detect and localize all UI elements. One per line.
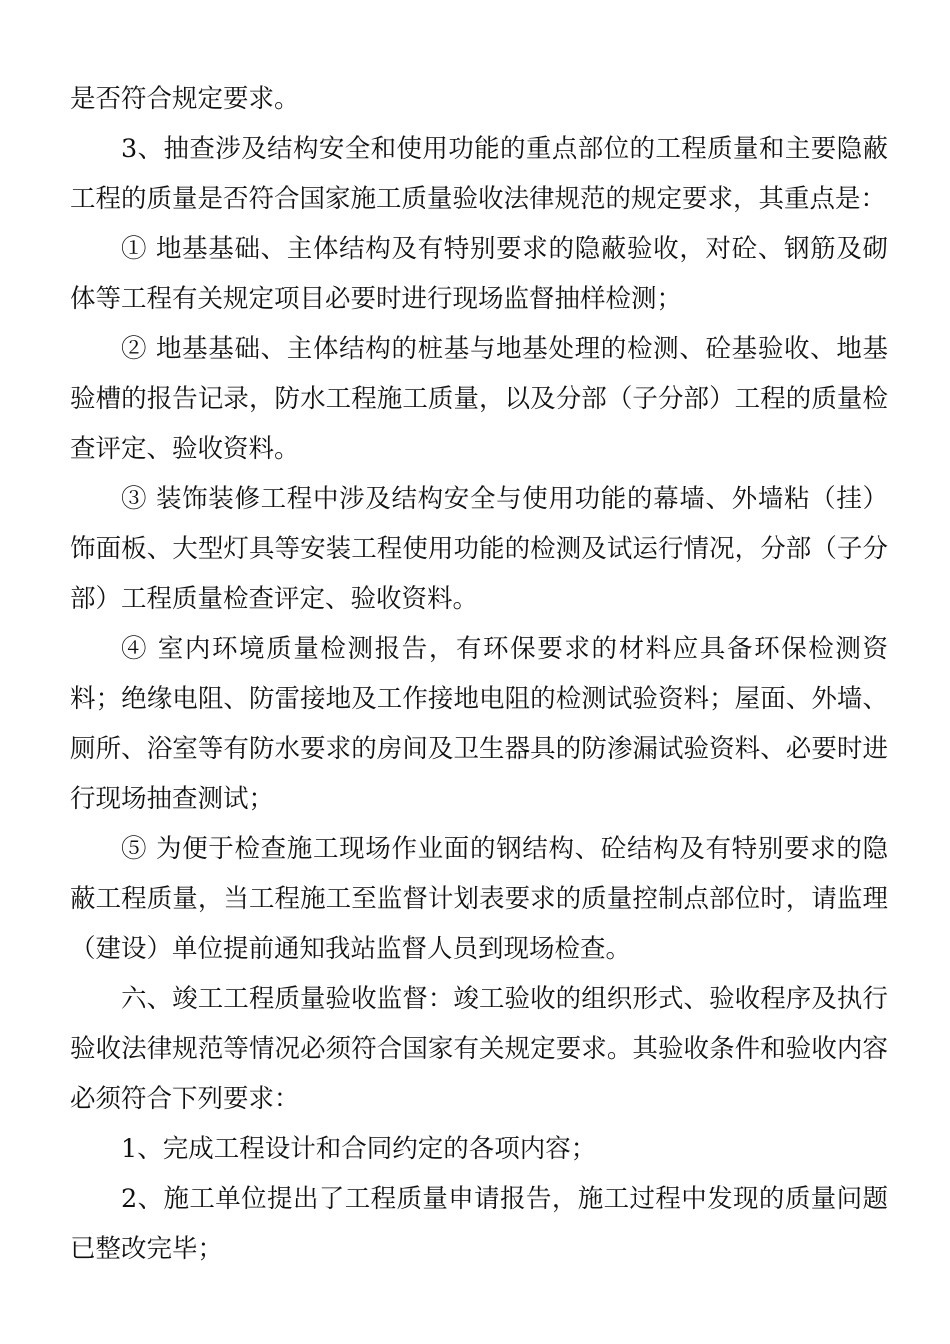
paragraph-item-3: 3、抽查涉及结构安全和使用功能的重点部位的工程质量和主要隐蔽工程的质量是否符合国家施工质量验收法律规范的规定要求，其重点是：	[70, 134, 888, 214]
paragraph-point-2: ② 地基基础、主体结构的桩基与地基处理的检测、砼基验收、地基验槽的报告记录，防水工程施工质量，以及分部（子分部）工程的质量检查评定、验收资料。	[70, 334, 888, 464]
paragraph-requirement-2: 2、施工单位提出了工程质量申请报告，施工过程中发现的质量问题已整改完毕；	[70, 1184, 888, 1264]
paragraph-requirement-1: 1、完成工程设计和合同约定的各项内容；	[121, 1134, 597, 1164]
paragraph-point-5: ⑤ 为便于检查施工现场作业面的钢结构、砼结构及有特别要求的隐蔽工程质量，当工程施工至监督计划表要求的质量控制点部位时，请监理（建设）单位提前通知我站监督人员到现场检查。	[70, 834, 888, 964]
paragraph-point-4: ④ 室内环境质量检测报告，有环保要求的材料应具备环保检测资料；绝缘电阻、防雷接地及工作接地电阻的检测试验资料；屋面、外墙、厕所、浴室等有防水要求的房间及卫生器具的防渗漏试验资料、必要时进行现场抽查测试；	[70, 634, 888, 814]
paragraph-section-6: 六、竣工工程质量验收监督：竣工验收的组织形式、验收程序及执行验收法律规范等情况必须符合国家有关规定要求。其验收条件和验收内容必须符合下列要求：	[70, 984, 888, 1114]
paragraph-continuation: 是否符合规定要求。	[70, 84, 300, 114]
paragraph-point-1: ① 地基基础、主体结构及有特别要求的隐蔽验收，对砼、钢筋及砌体等工程有关规定项目必要时进行现场监督抽样检测；	[70, 234, 888, 314]
paragraph-point-3: ③ 装饰装修工程中涉及结构安全与使用功能的幕墙、外墙粘（挂）饰面板、大型灯具等安装工程使用功能的检测及试运行情况，分部（子分部）工程质量检查评定、验收资料。	[70, 484, 888, 614]
